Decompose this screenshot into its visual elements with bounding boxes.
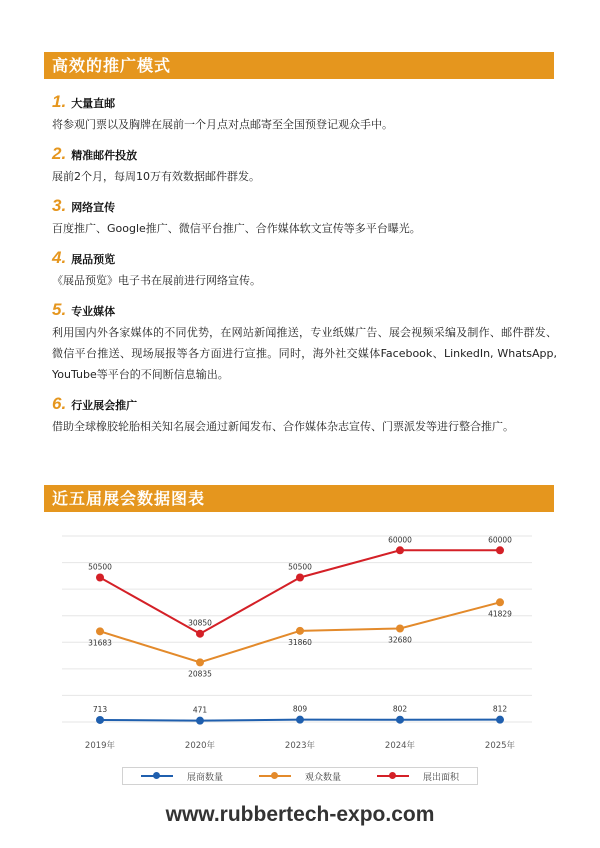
data-point xyxy=(396,716,404,724)
data-label: 31860 xyxy=(288,637,312,647)
item-label: 大量直邮 xyxy=(71,97,116,110)
section-header-chart: 近五届展会数据图表 xyxy=(44,485,554,512)
data-label: 32680 xyxy=(388,635,412,645)
legend-item xyxy=(141,770,223,783)
data-point xyxy=(496,716,504,724)
data-label: 41829 xyxy=(488,609,512,619)
legend-label: 展出面积 xyxy=(422,772,459,783)
item-label: 展品预览 xyxy=(71,253,116,266)
data-label: 812 xyxy=(492,704,508,714)
data-point xyxy=(96,573,104,581)
item-description: 展前2个月，每周10万有效数据邮件群发。 xyxy=(52,170,260,183)
data-label: 31683 xyxy=(88,638,112,648)
item-number: 3. xyxy=(52,196,67,215)
item-label: 行业展会推广 xyxy=(71,399,138,412)
promotion-item xyxy=(52,300,557,385)
item-label: 精准邮件投放 xyxy=(71,149,138,162)
legend-item xyxy=(377,770,459,783)
section-header-promotion: 高效的推广模式 xyxy=(44,52,554,79)
data-point xyxy=(396,546,404,554)
legend-item xyxy=(259,770,341,783)
item-label: 网络宣传 xyxy=(71,201,116,214)
item-description: 借助全球橡胶轮胎相关知名展会通过新闻发布、合作媒体杂志宣传、门票派发等进行整合推广。 xyxy=(52,420,514,433)
data-label: 802 xyxy=(392,704,408,714)
data-point xyxy=(296,573,304,581)
legend-label: 观众数量 xyxy=(304,772,341,783)
data-point xyxy=(296,627,304,635)
x-tick-label: 2020年 xyxy=(184,741,216,751)
promotion-item xyxy=(52,196,557,239)
data-point xyxy=(196,717,204,725)
legend-swatch xyxy=(377,775,409,777)
x-tick-label: 2024年 xyxy=(384,741,416,751)
data-point xyxy=(96,716,104,724)
x-tick-label: 2019年 xyxy=(84,741,116,751)
item-number: 6. xyxy=(52,394,67,413)
data-label: 60000 xyxy=(388,535,412,545)
item-description: 《展品预览》电子书在展前进行网络宣传。 xyxy=(52,274,261,287)
item-description: 利用国内外各家媒体的不同优势，在网站新闻推送，专业纸媒广告、展会视频采编及制作、邮件群发、微信平台推送、现场展报等各方面进行宣推。同时，海外社交媒体Facebook、LinkedIn, WhatsApp, YouTube等平台的不间断信息输出。 xyxy=(52,326,557,381)
data-point xyxy=(196,658,204,666)
item-number: 2. xyxy=(52,144,67,163)
x-tick-label: 2025年 xyxy=(484,741,516,751)
data-point xyxy=(496,598,504,606)
chart-legend xyxy=(122,767,478,785)
promotion-item xyxy=(52,92,557,135)
legend-swatch xyxy=(141,775,173,777)
data-label: 60000 xyxy=(488,535,512,545)
legend-label: 展商数量 xyxy=(186,772,223,783)
data-point xyxy=(496,546,504,554)
data-point xyxy=(96,627,104,635)
data-point xyxy=(296,716,304,724)
promotion-item xyxy=(52,248,557,291)
data-point xyxy=(396,624,404,632)
item-label: 专业媒体 xyxy=(71,305,116,318)
data-label: 20835 xyxy=(188,669,212,679)
data-label: 50500 xyxy=(88,562,112,572)
item-description: 百度推广、Google推广、微信平台推广、合作媒体软文宣传等多平台曝光。 xyxy=(52,222,421,235)
item-description: 将参观门票以及胸牌在展前一个月点对点邮寄至全国预登记观众手中。 xyxy=(52,118,393,131)
promotion-list xyxy=(52,92,557,446)
exhibition-line-chart xyxy=(40,520,560,760)
website-url[interactable]: www.rubbertech-expo.com xyxy=(165,803,435,826)
legend-swatch xyxy=(259,775,291,777)
promotion-item xyxy=(52,394,557,437)
data-label: 471 xyxy=(192,705,208,715)
data-label: 809 xyxy=(292,704,308,714)
item-number: 4. xyxy=(52,248,67,267)
promotion-item xyxy=(52,144,557,187)
x-tick-label: 2023年 xyxy=(284,741,316,751)
data-label: 50500 xyxy=(288,562,312,572)
data-label: 713 xyxy=(92,704,108,714)
item-number: 1. xyxy=(52,92,67,111)
data-point xyxy=(196,630,204,638)
data-label: 30850 xyxy=(188,618,212,628)
item-number: 5. xyxy=(52,300,67,319)
